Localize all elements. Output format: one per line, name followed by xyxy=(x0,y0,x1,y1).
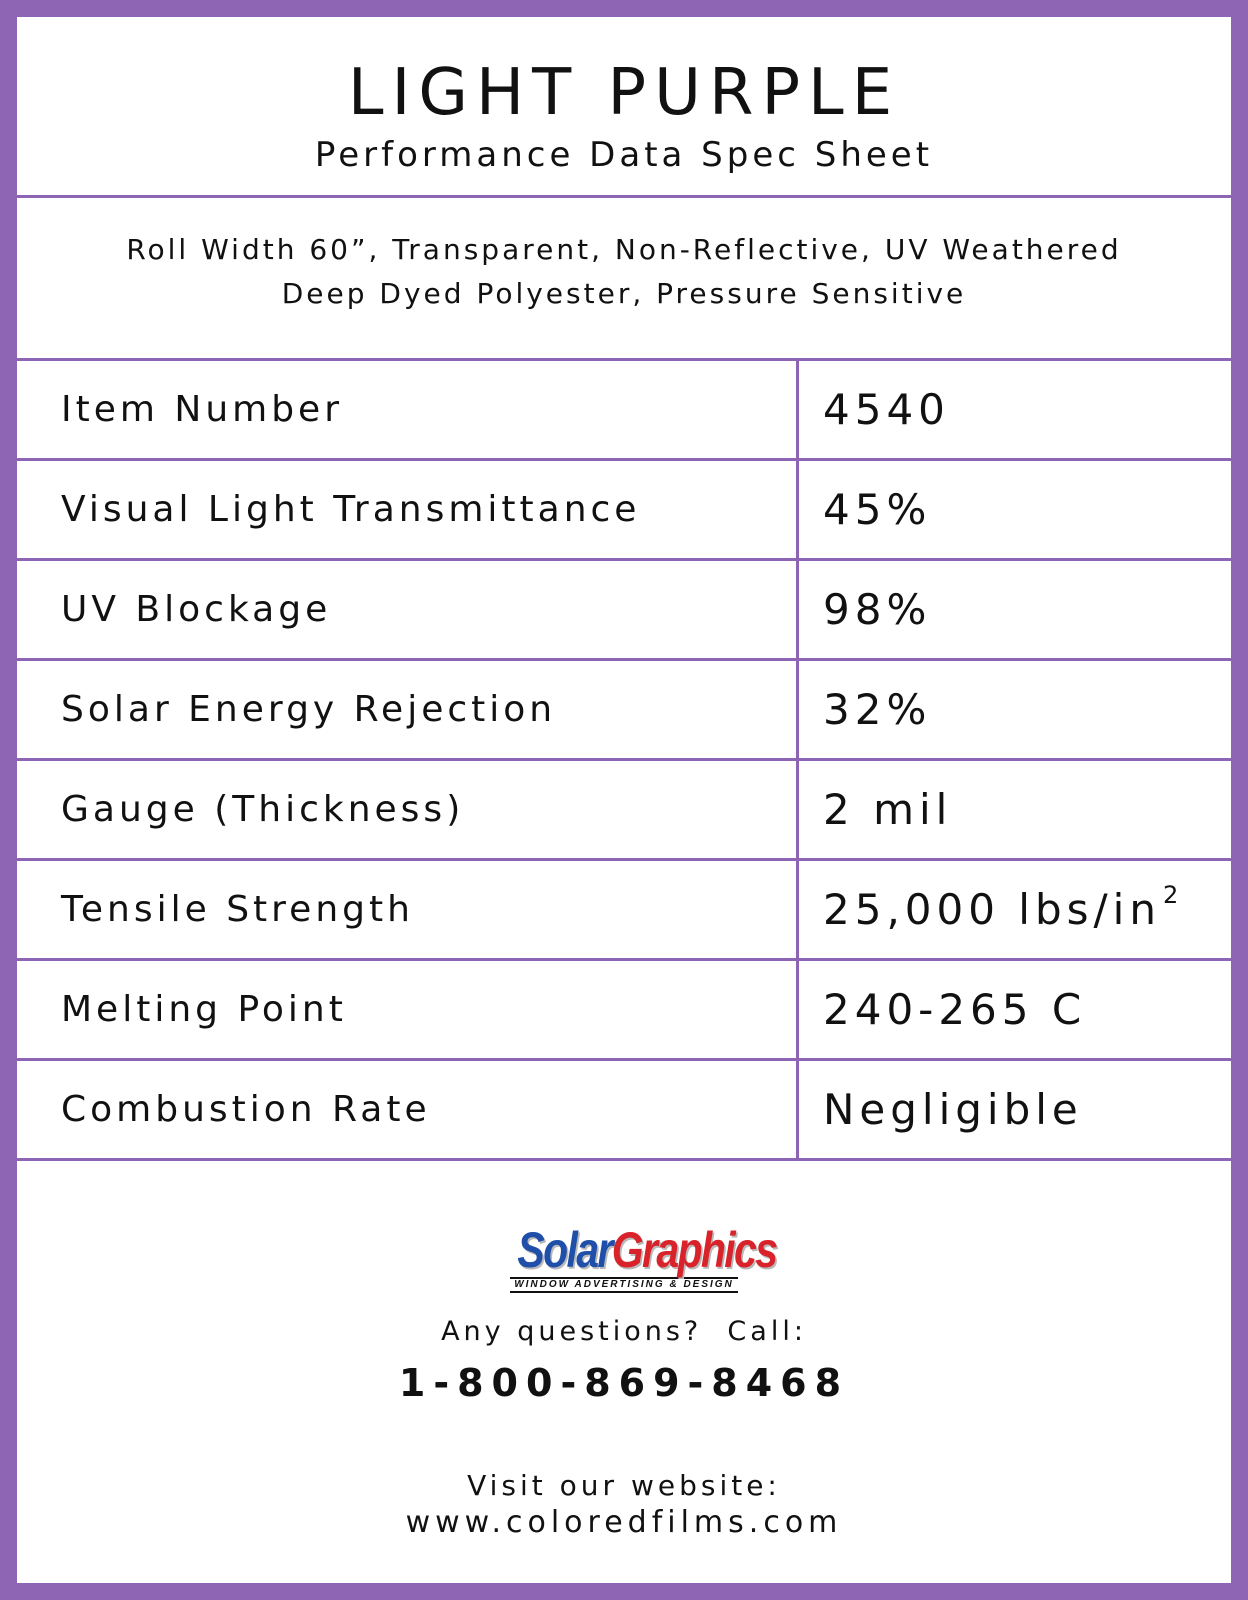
solar-graphics-logo[interactable] xyxy=(494,1222,777,1299)
page-title: LIGHT PURPLE xyxy=(347,56,901,130)
spec-label: Item Number xyxy=(61,389,344,430)
column-divider xyxy=(796,561,799,658)
product-description xyxy=(17,198,1231,361)
logo-tagline: WINDOW ADVERTISING & DESIGN xyxy=(510,1277,738,1293)
spec-label: Visual Light Transmittance xyxy=(61,489,641,530)
spec-value xyxy=(823,1061,1083,1158)
spec-value xyxy=(823,361,950,458)
spec-value-text: 4540 xyxy=(823,385,950,434)
spec-label: Combustion Rate xyxy=(61,1089,431,1130)
column-divider xyxy=(796,761,799,858)
table-row xyxy=(17,361,1231,461)
table-row xyxy=(17,461,1231,561)
spec-label: Gauge (Thickness) xyxy=(61,789,465,830)
column-divider xyxy=(796,361,799,458)
column-divider xyxy=(796,1061,799,1158)
spec-value xyxy=(823,861,1178,958)
table-row xyxy=(17,1061,1231,1161)
description-line-1: Roll Width 60”, Transparent, Non-Reflective, UV Weathered xyxy=(126,233,1122,266)
superscript: 2 xyxy=(1162,881,1179,909)
spec-value-text: Negligible xyxy=(823,1085,1083,1134)
spec-value-text: 2 mil xyxy=(823,785,953,834)
spec-label: Tensile Strength xyxy=(61,889,414,930)
spec-value-text: 32% xyxy=(823,685,932,734)
spec-value xyxy=(823,461,931,558)
website-label: Visit our website: xyxy=(467,1469,781,1502)
spec-label: Solar Energy Rejection xyxy=(61,689,557,730)
column-divider xyxy=(796,461,799,558)
column-divider xyxy=(796,961,799,1058)
table-row xyxy=(17,561,1231,661)
spec-value xyxy=(823,761,952,858)
table-row xyxy=(17,961,1231,1061)
spec-value-text: 25,000 lbs/in xyxy=(823,885,1161,934)
header xyxy=(17,17,1231,198)
logo-wordmark xyxy=(517,1222,777,1278)
phone-number[interactable]: 1-800-869-8468 xyxy=(398,1361,850,1405)
logo-word-solar: Solar xyxy=(517,1222,612,1278)
spec-table xyxy=(17,361,1231,1161)
spec-value xyxy=(823,561,931,658)
description-line-2: Deep Dyed Polyester, Pressure Sensitive xyxy=(281,277,967,310)
spec-label: Melting Point xyxy=(61,989,347,1030)
page-subtitle: Performance Data Spec Sheet xyxy=(314,135,934,175)
table-row xyxy=(17,761,1231,861)
table-row xyxy=(17,661,1231,761)
spec-value xyxy=(823,961,1086,1058)
footer xyxy=(17,1161,1231,1583)
spec-value-text: 45% xyxy=(823,485,932,534)
contact-prompt: Any questions? Call: xyxy=(441,1316,807,1347)
column-divider xyxy=(796,861,799,958)
spec-value-text: 98% xyxy=(823,585,932,634)
column-divider xyxy=(796,661,799,758)
table-row xyxy=(17,861,1231,961)
spec-value xyxy=(823,661,931,758)
spec-value-text: 240-265 C xyxy=(823,985,1087,1034)
spec-label: UV Blockage xyxy=(61,589,332,630)
logo-word-graphics: Graphics xyxy=(611,1222,777,1278)
website-link[interactable]: www.coloredfilms.com xyxy=(405,1505,843,1540)
